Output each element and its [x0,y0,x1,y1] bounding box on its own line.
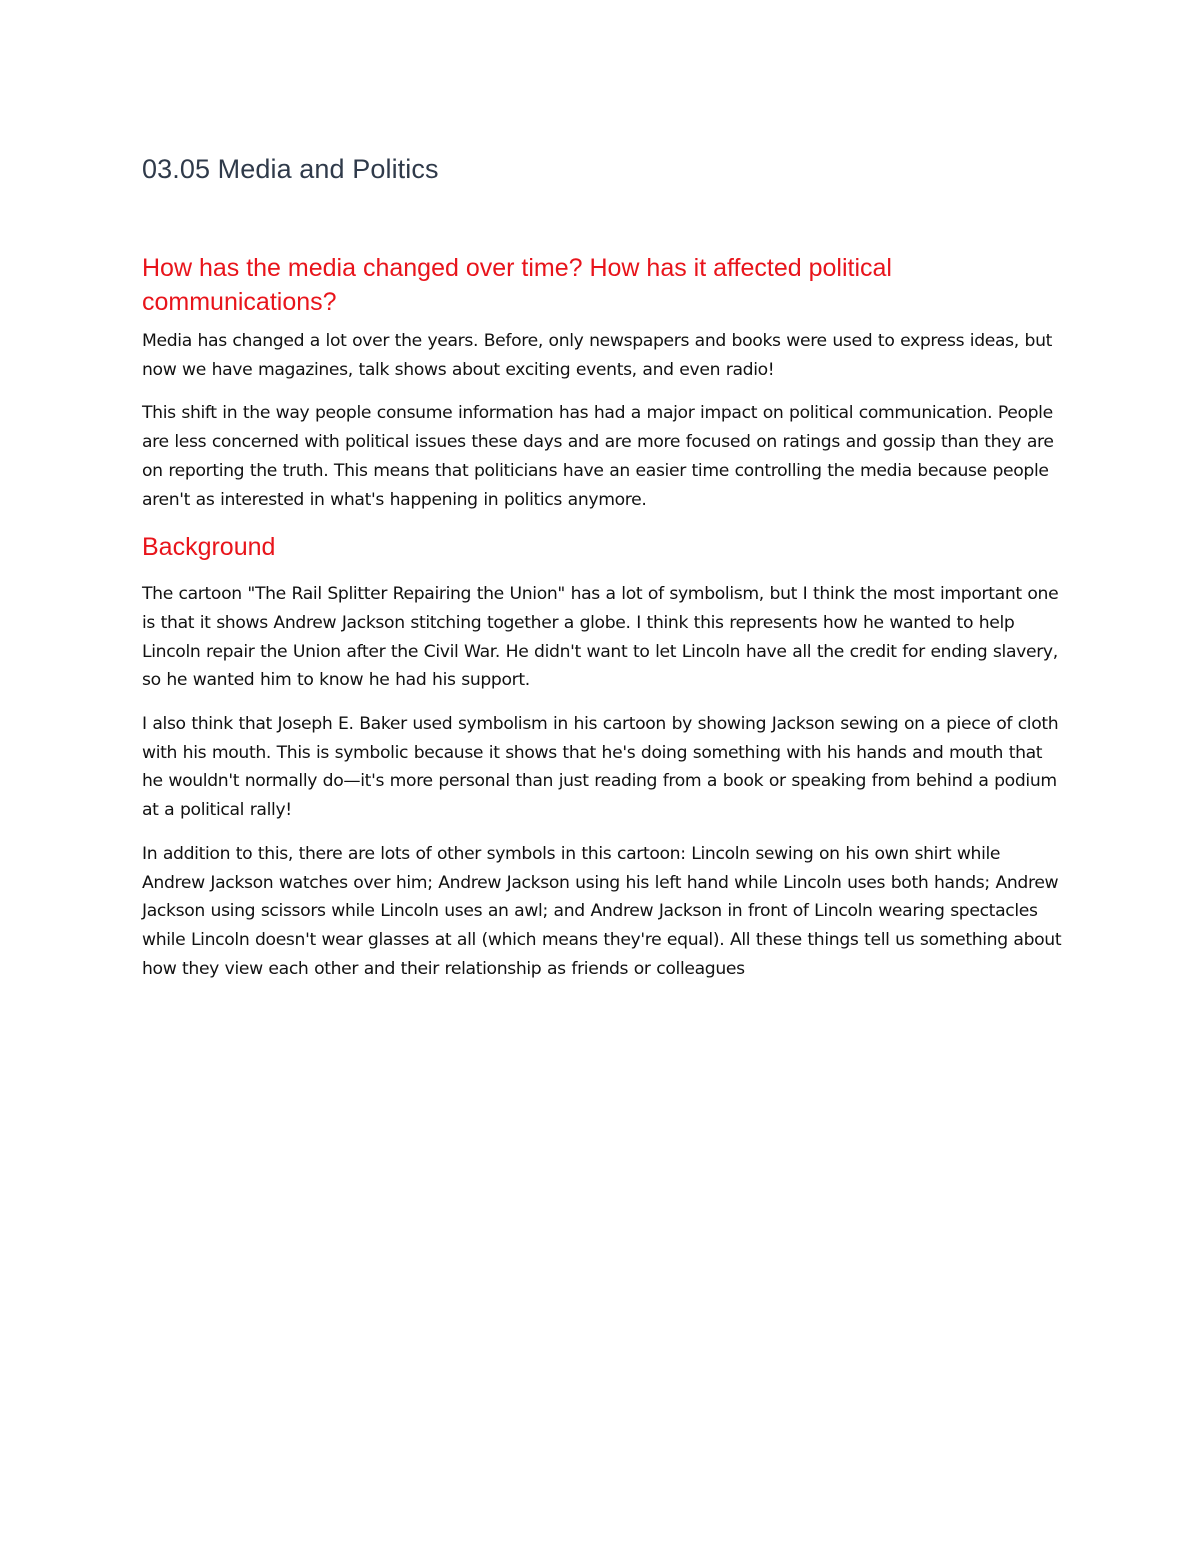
document-content [142,150,1062,983]
paragraph-political-impact: This shift in the way people consume information has had a major impact on political communication. People are less concerned with political issues these days and are more focused on ratings and gossip than they are on reporting the truth. This means that politicians have an easier time controlling the media because people aren't as interested in what's happening in politics anymore. [142,403,1054,510]
paragraph-baker-symbolism: I also think that Joseph E. Baker used symbolism in his cartoon by showing Jackson sewing on a piece of cloth with his mouth. This is symbolic because it shows that he's doing something with his hands and mouth that he wouldn't normally do—it's more personal than just reading from a book or speaking from behind a podium at a political rally! [142,714,1059,821]
paragraph-other-symbols: In addition to this, there are lots of other symbols in this cartoon: Lincoln sewing on his own shirt while Andrew Jackson watches over him; Andrew Jackson using his left hand while Lincoln uses both hands; Andrew Jackson using scissors while Lincoln uses an awl; and Andrew Jackson in front of Lincoln wearing spectacles while Lincoln doesn't wear glasses at all (which means they're equal). All these things tell us something about how they view each other and their relationship as friends or colleagues [142,843,1062,979]
section-heading-background: Background [142,533,276,562]
section-heading-media-change: How has the media changed over time? How has it affected political communications? [142,254,892,316]
paragraph-media-change: Media has changed a lot over the years. Before, only newspapers and books were used to express ideas, but now we have magazines, talk shows about exciting events, and even radio! [142,331,1053,380]
page-title: 03.05 Media and Politics [142,154,439,184]
paragraph-cartoon-symbolism: The cartoon "The Rail Splitter Repairing the Union" has a lot of symbolism, but I think the most important one is that it shows Andrew Jackson stitching together a globe. I think this represents how he wanted to help Lincoln repair the Union after the Civil War. He didn't want to let Lincoln have all the credit for ending slavery, so he wanted him to know he had his support. [142,584,1059,691]
